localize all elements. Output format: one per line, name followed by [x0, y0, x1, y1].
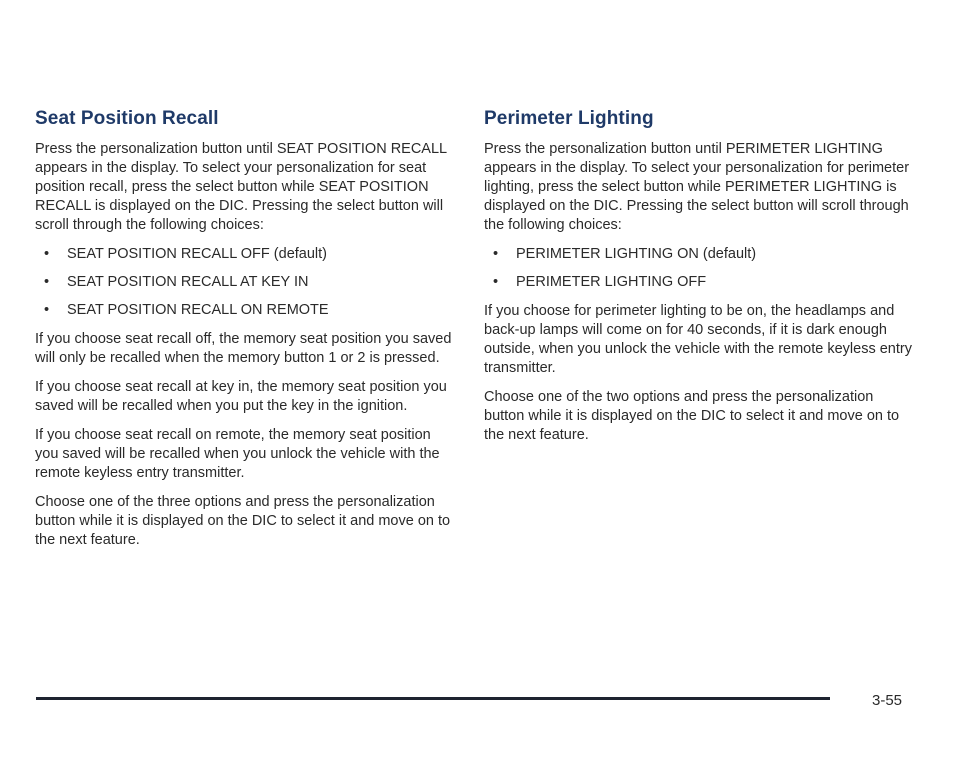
section-title: Perimeter Lighting: [484, 108, 654, 129]
perimeter-lighting-section: [484, 108, 912, 455]
bullet-icon: •: [44, 302, 50, 318]
body-paragraph: Choose one of the three options and press the personalization button while it is displayed on the DIC to select it and move on to the next feature.: [35, 494, 451, 548]
intro-paragraph: Press the personalization button until SEAT POSITION RECALL appears in the display. To select your personalization for seat position recall, press the select button while SEAT POSITION RECALL is displayed on the DIC. Pressing the select button will scroll through the following choices:: [35, 141, 447, 233]
body-paragraph: If you choose seat recall off, the memory seat position you saved will only be recalled when the memory button 1 or 2 is pressed.: [35, 331, 452, 366]
body-paragraph: Choose one of the two options and press the personalization button while it is displayed on the DIC to select it and move on to the next feature.: [484, 389, 900, 443]
list-item: • SEAT POSITION RECALL OFF (default): [44, 246, 327, 262]
bullet-icon: •: [493, 274, 499, 290]
list-item: • PERIMETER LIGHTING ON (default): [493, 246, 757, 262]
choice-list: [484, 245, 912, 292]
seat-position-recall-section: [35, 108, 455, 560]
choice-list: [35, 245, 455, 320]
bullet-icon: •: [493, 246, 499, 262]
body-paragraph: If you choose seat recall at key in, the memory seat position you saved will be recalled when you put the key in the ignition.: [35, 379, 447, 414]
bullet-icon: •: [44, 274, 50, 290]
page-number: 3-55: [872, 692, 903, 709]
footer-rule: [36, 697, 830, 700]
list-item: • SEAT POSITION RECALL ON REMOTE: [44, 302, 329, 318]
body-paragraph: If you choose for perimeter lighting to be on, the headlamps and back-up lamps will come on for 40 seconds, if it is dark enough outside, when you unlock the vehicle with the remote keyless entry transmitter.: [484, 303, 912, 376]
list-item: • PERIMETER LIGHTING OFF: [493, 274, 707, 290]
bullet-icon: •: [44, 246, 50, 262]
intro-paragraph: Press the personalization button until PERIMETER LIGHTING appears in the display. To select your personalization for perimeter lighting, press the select button while PERIMETER LIGHTING is displayed on the DIC. Pressing the select button will scroll through the following choices:: [484, 141, 910, 233]
body-paragraph: If you choose seat recall on remote, the memory seat position you saved will be recalled when you unlock the vehicle with the remote keyless entry transmitter.: [35, 427, 440, 481]
list-item: • SEAT POSITION RECALL AT KEY IN: [44, 274, 309, 290]
section-title: Seat Position Recall: [35, 108, 219, 129]
